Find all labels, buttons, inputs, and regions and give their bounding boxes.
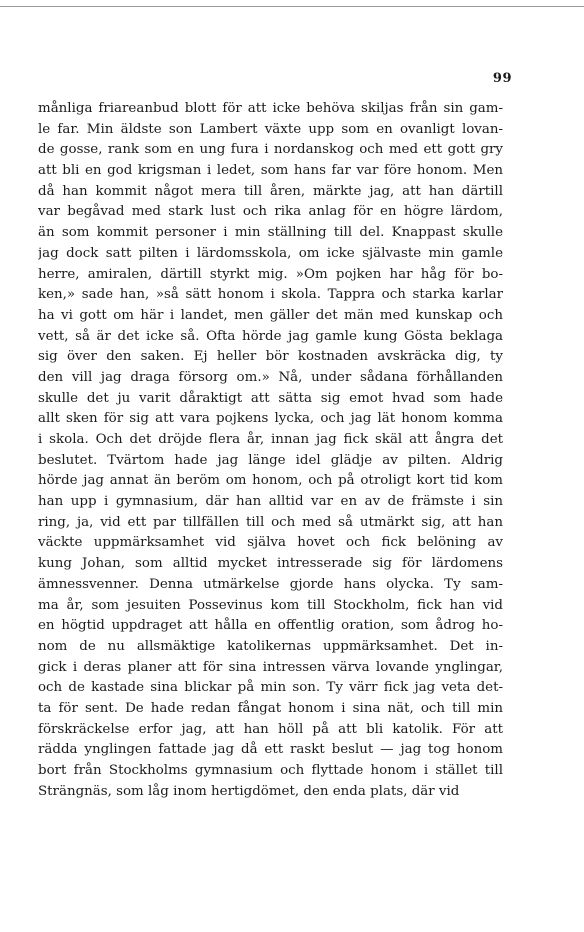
text-line: bort från Stockholms gymnasium och flyttade honom i stället till [38, 763, 503, 778]
text-line: le far. Min äldste son Lambert växte upp som en ovanligt lovan- [38, 121, 503, 137]
text-line: då han kommit något mera till åren, märkte jag, att han därtill [38, 183, 503, 199]
text-line: och de kastade sina blickar på min son. Ty värr fick jag veta det- [38, 680, 503, 696]
text-line: ämnessvenner. Denna utmärkelse gjorde hans olycka. Ty sam- [38, 576, 503, 592]
text-line: en högtid uppdraget att hålla en offentlig oration, som ådrog ho- [38, 618, 503, 634]
text-line: den vill jag draga försorg om.» Nå, under sådana förhållanden [38, 369, 503, 385]
text-line: än som kommit personer i min ställning till del. Knappast skulle [38, 225, 503, 241]
text-line: herre, amiralen, därtill styrkt mig. »Om pojken har håg för bo- [38, 266, 503, 282]
text-line: väckte uppmärksamhet vid själva hovet och fick belöning av [38, 535, 503, 551]
text-line: rädda ynglingen fattade jag då ett raskt beslut — jag tog honom [38, 742, 503, 758]
text-line: ma år, som jesuiten Possevinus kom till Stockholm, fick han vid [38, 597, 503, 613]
text-line: Strängnäs, som låg inom hertigdömet, den enda plats, där vid [38, 783, 460, 799]
text-line: ring, ja, vid ett par tillfällen till och med så utmärkt sig, att han [38, 514, 503, 530]
text-line: ta för sent. De hade redan fångat honom i sina nät, och till min [38, 700, 503, 716]
text-line: vett, så är det icke så. Ofta hörde jag gamle kung Gösta beklaga [38, 328, 503, 344]
text-line: ha vi gott om här i landet, men gäller det män med kunskap och [38, 307, 503, 323]
text-line: beslutet. Tvärtom hade jag länge idel glädje av pilten. Aldrig [38, 452, 503, 468]
text-line: hörde jag annat än beröm om honom, och på otroligt kort tid kom [38, 473, 503, 489]
text-line: i skola. Och det dröjde flera år, innan jag fick skäl att ångra det [38, 432, 503, 447]
text-line: månliga friareanbud blott för att icke behöva skiljas från sin gam- [38, 101, 503, 116]
text-line: förskräckelse erfor jag, att han höll på att bli katolik. För att [38, 721, 503, 737]
text-line: gick i deras planer att för sina intressen värva lovande ynglingar, [38, 659, 503, 675]
page-number: 99 [492, 71, 512, 86]
text-line: skulle det ju varit dåraktigt att sätta sig emot hvad som hade [38, 390, 503, 406]
text-line: han upp i gymnasium, där han alltid var en av de främste i sin [38, 494, 503, 510]
body-text [38, 99, 503, 802]
text-line: allt sken för sig att vara pojkens lycka, och jag lät honom komma [38, 411, 503, 427]
text-line: kung Johan, som alltid mycket intresserade sig för lärdomens [38, 556, 503, 572]
text-line: var begåvad med stark lust och rika anlag för en högre lärdom, [38, 204, 503, 220]
text-line: jag dock satt pilten i lärdomsskola, om icke självaste min gamle [38, 245, 503, 261]
text-line: sig över den saken. Ej heller bör kostnaden avskräcka dig, ty [38, 349, 503, 365]
text-line: de gosse, rank som en ung fura i nordanskog och med ett gott gry [38, 142, 503, 158]
text-line: att bli en god krigsman i ledet, som hans far var före honom. Men [38, 163, 503, 179]
text-line: ken,» sade han, »så sätt honom i skola. Tappra och starka karlar [38, 287, 503, 303]
text-line: nom de nu allsmäktige katolikernas uppmärksamhet. Det in- [38, 638, 503, 654]
page-top-rule [0, 6, 584, 7]
